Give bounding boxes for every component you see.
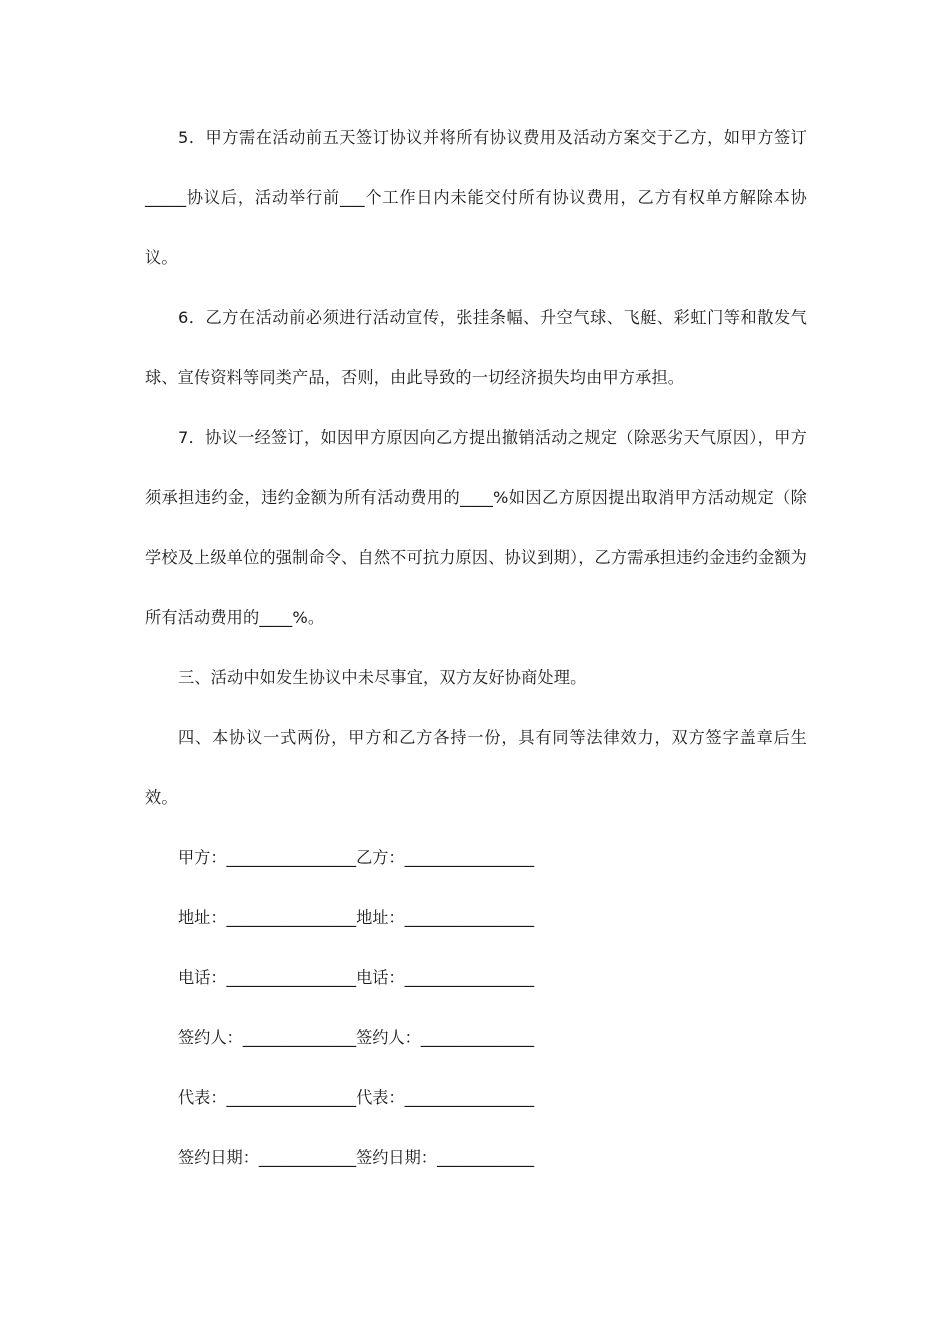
party-a-phone-field: 电话：________________: [178, 968, 357, 987]
party-b-field: 乙方：________________: [356, 848, 535, 867]
clause-7: 7．协议一经签订，如因甲方原因向乙方提出撤销活动之规定（除恶劣天气原因），甲方须承担违约金，违约金额为所有活动费用的____%如因乙方原因提出取消甲方活动规定（除学校及上级单位的强制命令、自然不可抗力原因、协议到期），乙方需承担违约金违约金额为所有活动费用的____%。: [145, 428, 807, 627]
signature-row-signatory: [145, 1008, 807, 1068]
signature-row-phone: [145, 948, 807, 1008]
party-a-address-field: 地址：________________: [178, 908, 357, 927]
party-b-address-field: 地址：________________: [356, 908, 535, 927]
party-b-representative-field: 代表：________________: [356, 1088, 535, 1107]
clause-three: 三、活动中如发生协议中未尽事宜，双方友好协商处理。: [178, 668, 587, 687]
party-b-signatory-field: 签约人：______________: [356, 1028, 535, 1047]
clause-5: 5．甲方需在活动前五天签订协议并将所有协议费用及活动方案交于乙方，如甲方签订_____协议后，活动举行前___个工作日内未能交付所有协议费用，乙方有权单方解除本协议。: [145, 128, 807, 267]
party-a-date-field: 签约日期：____________: [178, 1148, 357, 1167]
party-a-field: 甲方：________________: [178, 848, 357, 867]
clause-6: 6．乙方在活动前必须进行活动宣传，张挂条幅、升空气球、飞艇、彩虹门等和散发气球、宣传资料等同类产品，否则，由此导致的一切经济损失均由甲方承担。: [145, 308, 807, 387]
document-page: [145, 108, 807, 1188]
signature-row-address: [145, 888, 807, 948]
signature-row-party: [145, 828, 807, 888]
party-a-signatory-field: 签约人：______________: [178, 1028, 357, 1047]
signature-row-representative: [145, 1068, 807, 1128]
signature-row-date: [145, 1128, 807, 1188]
clause-four: 四、本协议一式两份，甲方和乙方各持一份，具有同等法律效力，双方签字盖章后生效。: [145, 728, 807, 807]
party-b-date-field: 签约日期：____________: [356, 1148, 535, 1167]
signature-block: [145, 828, 807, 1188]
party-a-representative-field: 代表：________________: [178, 1088, 357, 1107]
party-b-phone-field: 电话：________________: [356, 968, 535, 987]
